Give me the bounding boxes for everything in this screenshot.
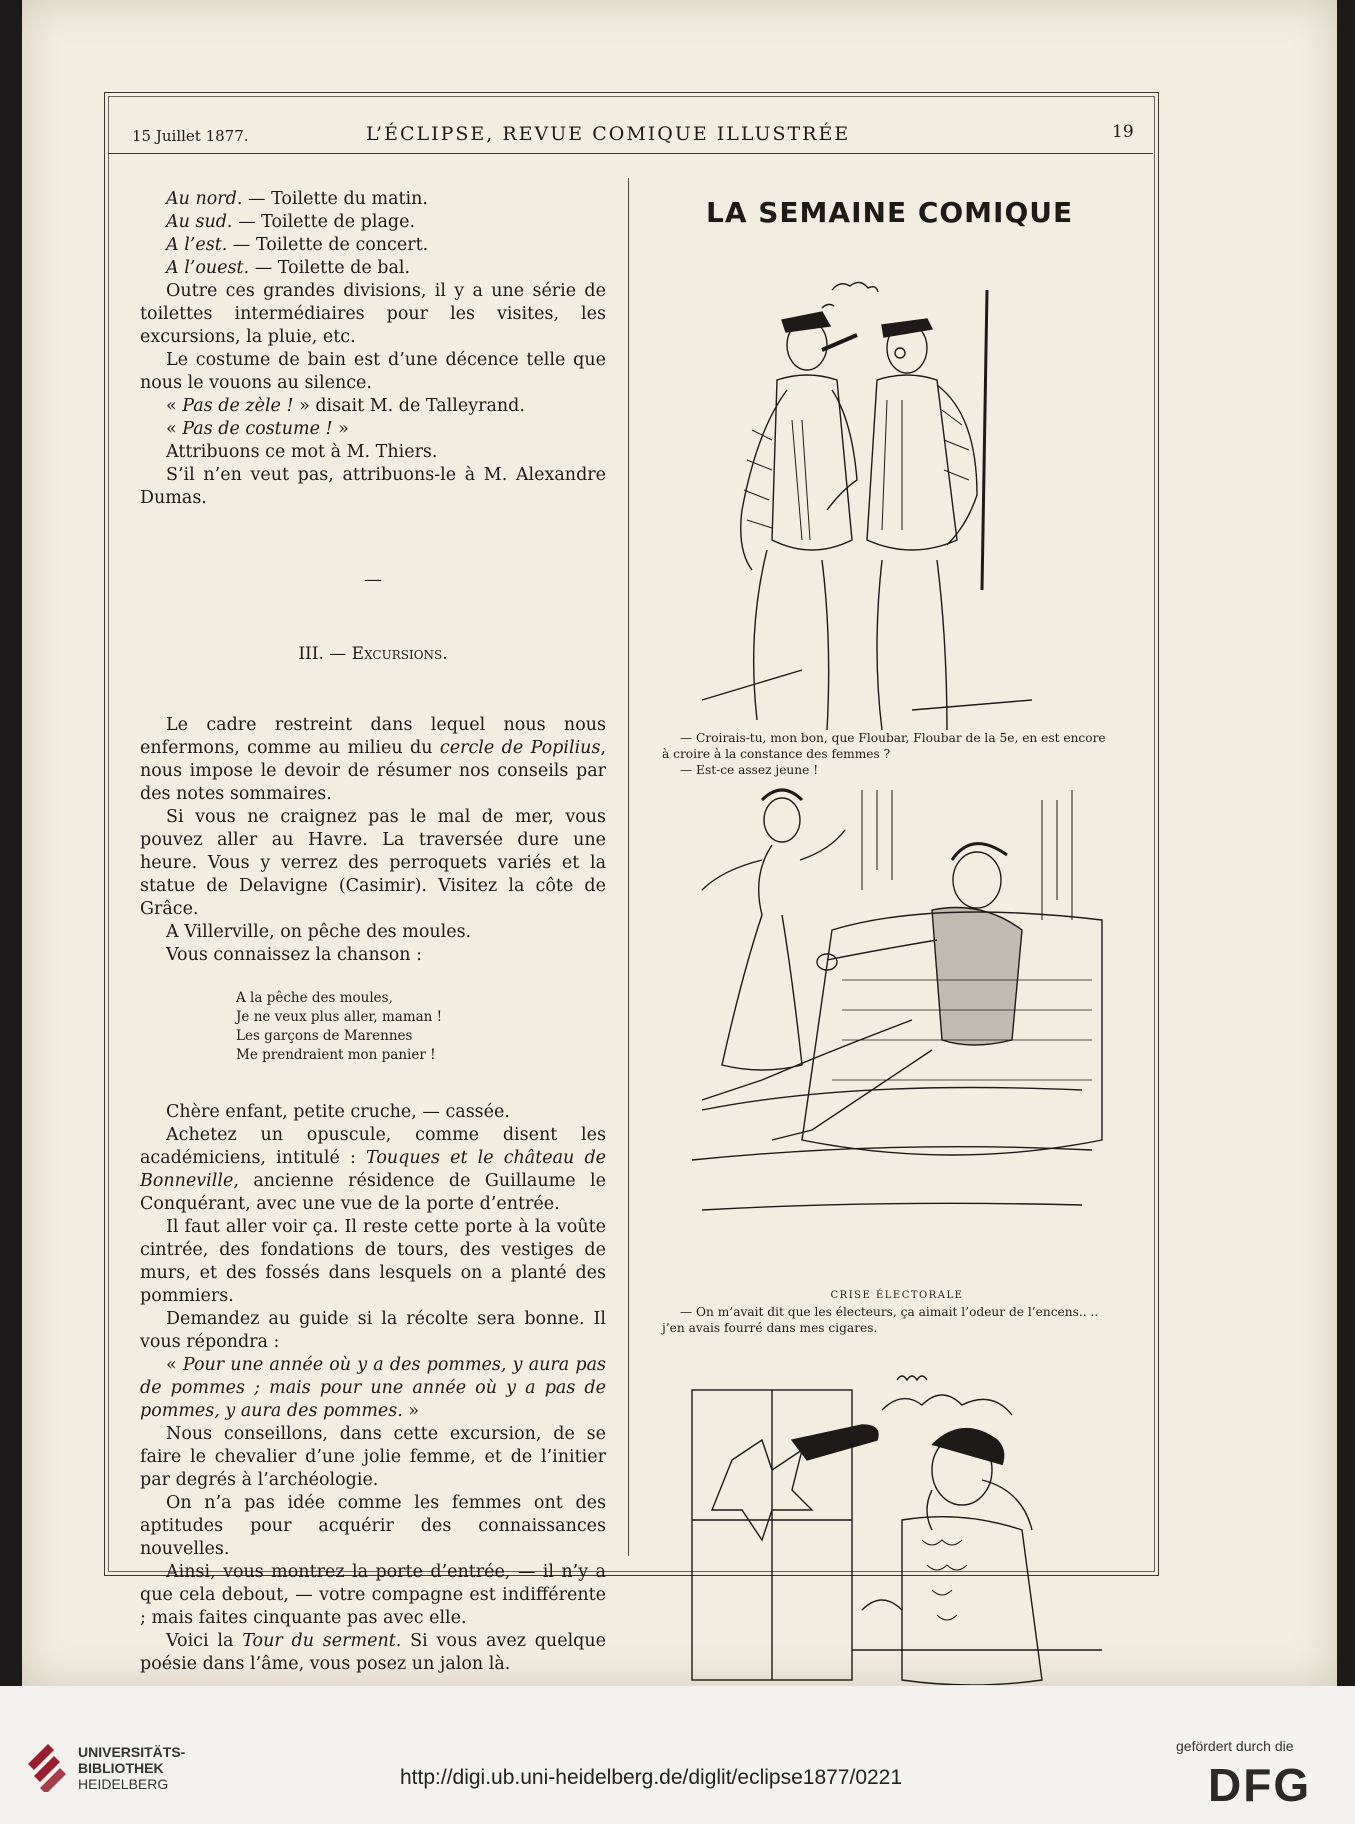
paragraph: Attribuons ce mot à M. Thiers. — [166, 442, 438, 462]
funding-label: gefördert durch die — [1176, 1738, 1294, 1754]
paragraph: Outre ces grandes divisions, il y a une série de toilettes intermédiaires pour les visites, les excursions, la pluie, etc. — [140, 281, 606, 347]
dfg-logo: DFG — [1208, 1759, 1312, 1811]
paragraph: Le cadre restreint dans lequel nous nous enfermons, comme au milieu du cercle de Popilius, nous impose le devoir de résumer nos conseils par des notes sommaires. — [140, 715, 607, 804]
paragraph: Voici la Tour du serment. Si vous avez quelque poésie dans l’âme, vous posez un jalon là. — [140, 1631, 606, 1674]
left-column — [140, 188, 606, 1676]
paragraph: Il faut aller voir ça. Il reste cette porte à la voûte cintrée, des fondations de tours, des vestiges de murs, et des fossés dans lesquels on a planté des pommiers. — [140, 1217, 606, 1306]
paragraph: A Villerville, on pêche des moules. — [166, 922, 472, 942]
illustration-two-men — [682, 260, 1112, 745]
university-library-name: UNIVERSITÄTS- BIBLIOTHEK HEIDELBERG — [78, 1744, 186, 1792]
paragraph: Si vous ne craignez pas le mal de mer, vous pouvez aller au Havre. La traversée dure une heure. Vous y verrez des perroquets variés et la statue de Delavigne (Casimir). Visitez la côte de Grâce. — [140, 807, 606, 919]
poem — [236, 989, 606, 1065]
header-date: 15 Juillet 1877. — [132, 127, 249, 145]
poem-line: Je ne veux plus aller, maman ! — [236, 1009, 443, 1025]
paragraph: Le costume de bain est d’une décence telle que nous le vouons au silence. — [140, 350, 606, 393]
caption-1: — Croirais-tu, mon bon, que Floubar, Floubar de la 5e, en est encore à croire à la constance des femmes ? — Est-ce assez jeune ! — [662, 731, 1106, 777]
paragraph: On n’a pas idée comme les femmes ont des aptitudes pour acquérir des connaissances nouvelles. — [140, 1493, 606, 1559]
quote-line: « Pas de zèle ! » disait M. de Talleyrand. — [166, 396, 525, 416]
section-separator: — — [364, 569, 382, 590]
quote-paragraph: « Pour une année où y a des pommes, y aura pas de pommes ; mais pour une année où y a pas de pommes, y aura des pommes. » — [140, 1355, 606, 1421]
caption-2: CRISE ÉLECTORALE — On m’avait dit que les électeurs, ça aimait l’odeur de l’encens.. .. j’en avais fourré dans mes cigares. — [662, 1290, 1099, 1335]
poem-line: Me prendraient mon panier ! — [236, 1047, 436, 1063]
illustration-derniers-telegrammes — [682, 1350, 1112, 1685]
toilette-line: A l’est. — Toilette de concert. — [166, 235, 429, 255]
paragraph: Nous conseillons, dans cette excursion, de se faire le chevalier d’une jolie femme, et de l’initier par degrés à l’archéologie. — [140, 1424, 606, 1490]
paragraph: Demandez au guide si la récolte sera bonne. Il vous répondra : — [140, 1309, 606, 1352]
footer-bar — [0, 1686, 1355, 1824]
poem-line: Les garçons de Marennes — [236, 1028, 413, 1044]
university-library-logo — [26, 1734, 70, 1792]
permalink-url[interactable]: http://digi.ub.uni-heidelberg.de/diglit/eclipse1877/0221 — [400, 1766, 903, 1789]
paragraph: S’il n’en veut pas, attribuons-le à M. Alexandre Dumas. — [140, 465, 606, 508]
header-title: L’ÉCLIPSE, REVUE COMIQUE ILLUSTRÉE — [366, 123, 851, 145]
poem-line: A la pêche des moules, — [236, 990, 393, 1006]
paragraph: Ainsi, vous montrez la porte d’entrée, — il n’y a que cela debout, — votre compagne est indifférente ; mais faites cinquante pas avec elle. — [140, 1562, 606, 1628]
toilette-line: A l’ouest. — Toilette de bal. — [166, 258, 411, 278]
toilette-line: Au sud. — Toilette de plage. — [166, 212, 416, 232]
header-page-number: 19 — [1112, 122, 1134, 142]
toilette-line: Au nord. — Toilette du matin. — [166, 189, 428, 209]
illustration-crise-electorale — [682, 780, 1112, 1280]
column-divider — [628, 178, 629, 1556]
paragraph: Vous connaissez la chanson : — [166, 945, 423, 965]
header-rule — [108, 153, 1153, 154]
paragraph: Achetez un opuscule, comme disent les académiciens, intitulé : Touques et le château de Bonneville, ancienne résidence de Guillaume le Conquérant, avec une vue de la porte d’entrée. — [140, 1125, 607, 1214]
section-heading: III. — Excursions. — [298, 644, 448, 664]
quote-line: « Pas de costume ! » — [166, 419, 349, 439]
section-title: LA SEMAINE COMIQUE — [706, 196, 1074, 229]
paragraph: Chère enfant, petite cruche, — cassée. — [166, 1102, 510, 1122]
